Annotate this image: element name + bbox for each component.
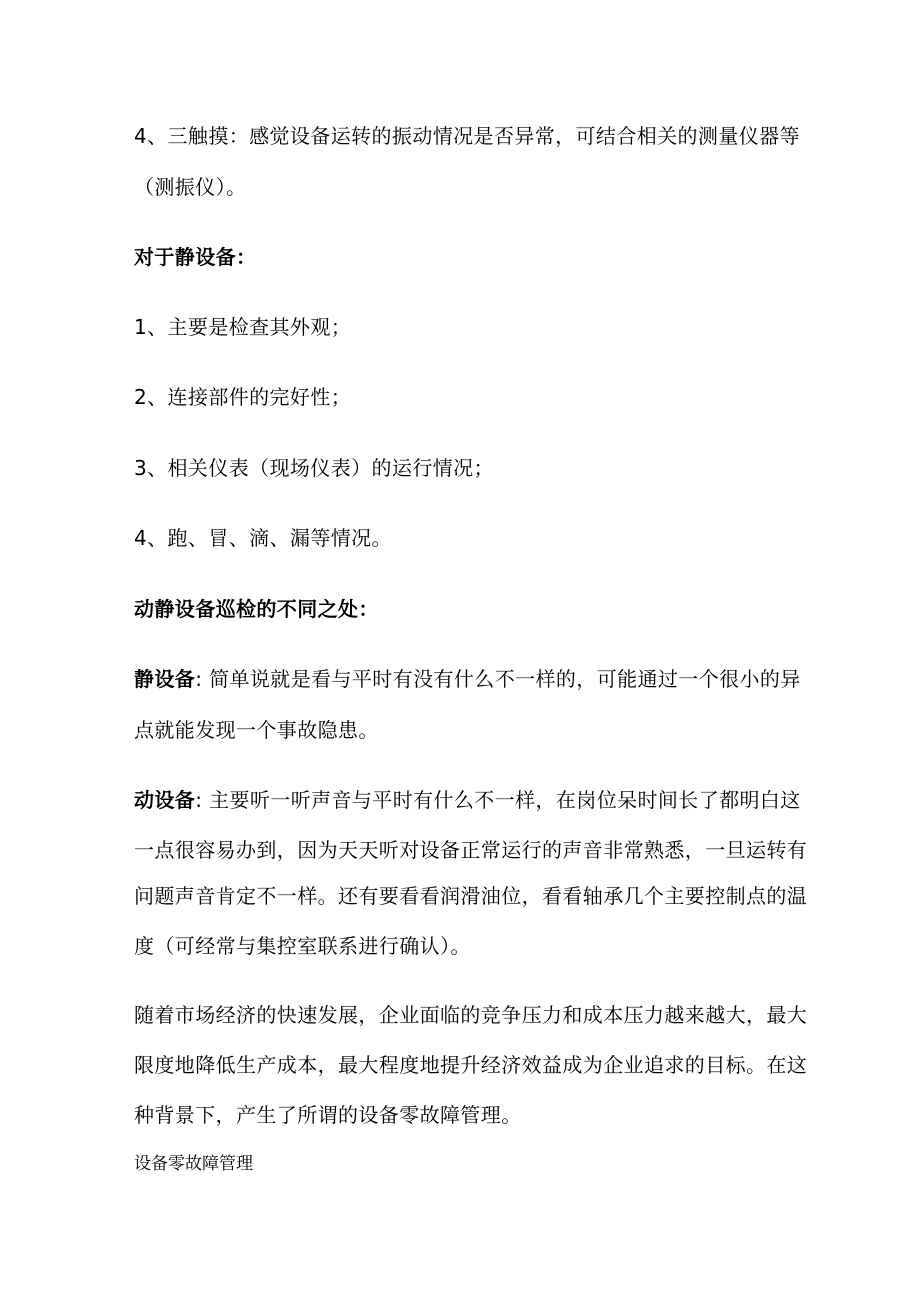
term-static-equipment: 静设备 (134, 667, 196, 691)
list-item: 2、连接部件的完好性； (134, 385, 352, 409)
section-heading-static-equipment: 对于静设备： (134, 245, 257, 269)
subheading: 设备零故障管理 (134, 1154, 253, 1174)
definition-text: : 简单说就是看与平时有没有什么不一样的，可能通过一个很小的异 (195, 667, 801, 691)
text-line: 4、三触摸：感觉设备运转的振动情况是否异常，可结合相关的测量仪器等 (134, 124, 800, 148)
term-dynamic-equipment: 动设备 (134, 788, 196, 812)
paragraph-line: 度（可经常与集控室联系进行确认）。 (134, 934, 471, 958)
paragraph-line (134, 667, 801, 691)
paragraph-line: 一点很容易办到，因为天天听对设备正常运行的声音非常熟悉，一旦运转有 (134, 838, 808, 862)
text-line: （测振仪）。 (134, 175, 247, 199)
paragraph-line (134, 788, 801, 812)
section-heading-differences: 动静设备巡检的不同之处： (134, 597, 379, 621)
paragraph-line: 点就能发现一个事故隐患。 (134, 718, 379, 742)
paragraph-line: 问题声音肯定不一样。还有要看看润滑油位，看看轴承几个主要控制点的温 (134, 884, 808, 908)
paragraph-line: 随着市场经济的快速发展，企业面临的竞争压力和成本压力越来越大，最大 (134, 1003, 808, 1027)
definition-text: : 主要听一听声音与平时有什么不一样，在岗位呆时间长了都明白这 (195, 788, 801, 812)
list-item: 1、主要是检查其外观； (134, 315, 352, 339)
list-item: 4、跑、冒、滴、漏等情况。 (134, 526, 392, 550)
paragraph-line: 种背景下，产生了所谓的设备零故障管理。 (134, 1103, 522, 1127)
list-item: 3、相关仪表（现场仪表）的运行情况； (134, 456, 494, 480)
paragraph-line: 限度地降低生产成本，最大程度地提升经济效益成为企业追求的目标。在这 (134, 1053, 808, 1077)
